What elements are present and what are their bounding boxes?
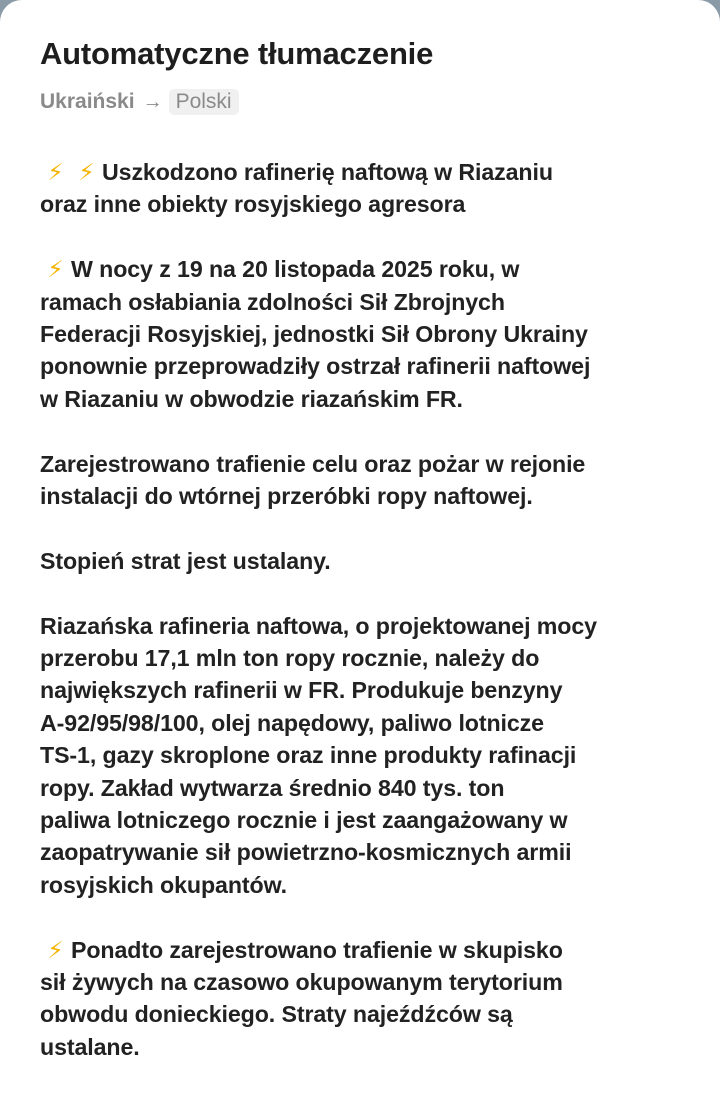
text-line: instalacji do wtórnej przeróbki ropy naftowej. [40, 483, 533, 510]
source-language: Ukraiński [40, 90, 135, 113]
paragraph-headline [40, 156, 700, 221]
text-line: ramach osłabiania zdolności Sił Zbrojnych [40, 288, 505, 315]
text-line: ustalane. [40, 1033, 140, 1060]
text-line: ropy. Zakład wytwarza średnio 840 tys. ton [40, 774, 505, 801]
text-line: Riazańska rafineria naftowa, o projektowanej mocy [40, 612, 597, 639]
paragraph-donetsk [40, 934, 700, 1064]
paragraph-hit [40, 448, 700, 513]
paragraph-losses [40, 545, 700, 577]
text-line: w Riazaniu w obwodzie riazańskim FR. [40, 385, 463, 412]
paragraph-attack [40, 253, 700, 415]
text-line: największych rafinerii w FR. Produkuje benzyny [40, 677, 563, 704]
lightning-bolt-icon: ⚡ [47, 159, 64, 185]
target-language-button[interactable]: Polski [169, 89, 239, 115]
text-line: Zarejestrowano trafienie celu oraz pożar w rejonie [40, 450, 586, 477]
text-line: sił żywych na czasowo okupowanym terytorium [40, 969, 563, 996]
text-line: oraz inne obiekty rosyjskiego agresora [40, 191, 466, 218]
arrow-right-icon: → [142, 90, 163, 113]
text-line: TS-1, gazy skroplone oraz inne produkty rafinacji [40, 742, 577, 769]
text-line: przerobu 17,1 mln ton ropy rocznie, należy do [40, 645, 540, 672]
text-line: zaopatrywanie sił powietrzno-kosmicznych armii [40, 839, 572, 866]
text-line: ⚡ ⚡ Uszkodzono rafinerię naftową w Riazaniu [40, 156, 700, 188]
text-line: rosyjskich okupantów. [40, 871, 288, 898]
text-line: obwodu donieckiego. Straty najeźdźców są [40, 1001, 513, 1028]
text-line: A-92/95/98/100, olej napędowy, paliwo lotnicze [40, 709, 544, 736]
lightning-bolt-icon: ⚡ [47, 256, 64, 283]
lightning-bolt-icon: ⚡ [47, 936, 64, 963]
text-line: ponownie przeprowadziły ostrzał rafinerii naftowej [40, 353, 591, 380]
text-line: ⚡ W nocy z 19 na 20 listopada 2025 roku, w [40, 253, 700, 285]
paragraph-refinery-info [40, 610, 700, 902]
language-pair [40, 86, 239, 118]
text-line: ⚡ Ponadto zarejestrowano trafienie w skupisko [40, 934, 700, 966]
text-line: paliwa lotniczego rocznie i jest zaangażowany w [40, 807, 568, 834]
sheet-title: Automatyczne tłumaczenie [40, 36, 434, 71]
text-line: Stopień strat jest ustalany. [40, 547, 331, 574]
lightning-bolt-icon: ⚡ [78, 159, 95, 185]
text-line: Federacji Rosyjskiej, jednostki Sił Obrony Ukrainy [40, 321, 588, 348]
translated-text [40, 156, 700, 1096]
